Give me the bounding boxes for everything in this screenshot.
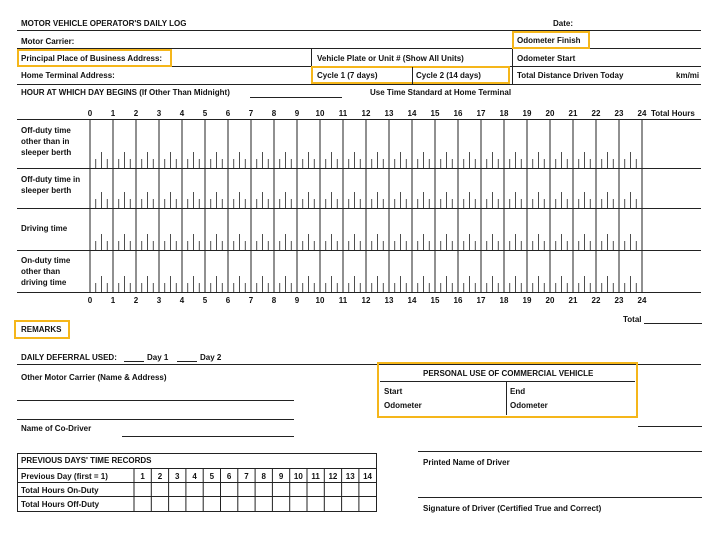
vehicle-plate-field[interactable]: Vehicle Plate or Unit # (Show All Units) (317, 54, 464, 63)
bottom-hour-21: 21 (568, 296, 578, 305)
bottom-hour-12: 12 (361, 296, 371, 305)
prev-day-number: 1 (140, 472, 145, 481)
co-driver-label: Name of Co-Driver (21, 424, 92, 433)
prev-day-number: 10 (293, 472, 303, 481)
day-begins-label: HOUR AT WHICH DAY BEGINS (If Other Than Midnight) (21, 88, 230, 97)
prev-day-number: 7 (244, 472, 249, 481)
top-hour-17: 17 (476, 109, 486, 118)
row-label-line: Off-duty time in (21, 175, 81, 184)
top-hour-3: 3 (156, 109, 162, 118)
bottom-hour-17: 17 (476, 296, 486, 305)
row-label-line: Off-duty time (21, 126, 71, 135)
top-hour-4: 4 (179, 109, 185, 118)
bottom-hour-14: 14 (407, 296, 417, 305)
prev-row-previous-day: Previous Day (first = 1) (21, 472, 108, 481)
bottom-hour-3: 3 (156, 296, 162, 305)
top-hour-5: 5 (202, 109, 208, 118)
day1-label: Day 1 (147, 353, 169, 362)
bottom-hour-24: 24 (637, 296, 647, 305)
row-label-line: driving time (21, 278, 67, 287)
row-label-line: sleeper berth (21, 186, 72, 195)
distance-unit: km/mi (676, 71, 700, 80)
bottom-hour-1: 1 (110, 296, 116, 305)
prev-day-number: 9 (278, 472, 284, 481)
top-hour-22: 22 (591, 109, 601, 118)
top-hour-8: 8 (271, 109, 277, 118)
top-hour-2: 2 (133, 109, 139, 118)
bottom-hour-22: 22 (591, 296, 601, 305)
principal-place-field[interactable]: Principal Place of Business Address: (21, 54, 163, 63)
bottom-hour-18: 18 (499, 296, 509, 305)
bottom-hour-9: 9 (294, 296, 300, 305)
bottom-hour-4: 4 (179, 296, 185, 305)
date-label[interactable]: Date: (553, 19, 574, 28)
top-hour-1: 1 (110, 109, 116, 118)
prev-day-number: 2 (157, 472, 163, 481)
printed-name-label: Printed Name of Driver (423, 458, 510, 467)
prev-row-off-duty: Total Hours Off-Duty (21, 500, 100, 509)
personal-use-start-odometer[interactable]: Odometer (384, 401, 422, 410)
time-standard-label: Use Time Standard at Home Terminal (370, 88, 512, 97)
total-distance-field[interactable]: Total Distance Driven Today (517, 71, 624, 80)
top-hour-0: 0 (87, 109, 93, 118)
odometer-finish-field[interactable]: Odometer Finish (517, 36, 581, 45)
bottom-hour-16: 16 (453, 296, 463, 305)
personal-use-end-odometer[interactable]: Odometer (510, 401, 548, 410)
bottom-hour-5: 5 (202, 296, 208, 305)
prev-day-number: 11 (311, 472, 320, 481)
prev-records-title: PREVIOUS DAYS' TIME RECORDS (21, 456, 152, 465)
bottom-hour-10: 10 (315, 296, 325, 305)
signature-top-rule (418, 451, 702, 452)
top-hour-20: 20 (545, 109, 555, 118)
odometer-start-field[interactable]: Odometer Start (517, 54, 576, 63)
prev-day-number: 14 (363, 472, 372, 481)
bottom-hour-20: 20 (545, 296, 555, 305)
prev-day-number: 12 (328, 472, 338, 481)
prev-day-number: 4 (192, 472, 197, 481)
other-carrier-label: Other Motor Carrier (Name & Address) (21, 373, 167, 382)
top-hour-21: 21 (568, 109, 578, 118)
top-hour-13: 13 (384, 109, 394, 118)
bottom-hour-8: 8 (271, 296, 277, 305)
row-label-line: sleeper berth (21, 148, 72, 157)
personal-use-end[interactable]: End (510, 387, 526, 396)
cycle1-field[interactable]: Cycle 1 (7 days) (317, 71, 378, 80)
prev-day-number: 13 (345, 472, 355, 481)
top-hour-15: 15 (430, 109, 440, 118)
top-hour-12: 12 (361, 109, 371, 118)
form-title: MOTOR VEHICLE OPERATOR'S DAILY LOG (21, 19, 187, 28)
prev-day-number: 6 (226, 472, 232, 481)
cycle2-field[interactable]: Cycle 2 (14 days) (416, 71, 481, 80)
row-label-line: On-duty time (21, 256, 71, 265)
bottom-hour-13: 13 (384, 296, 394, 305)
top-hour-7: 7 (248, 109, 254, 118)
total-hours-header: Total Hours (651, 109, 695, 118)
remarks-label: REMARKS (21, 325, 62, 334)
home-terminal-field[interactable]: Home Terminal Address: (21, 71, 115, 80)
row-label-line: Driving time (21, 224, 68, 233)
prev-day-number: 5 (209, 472, 215, 481)
printed-name-input[interactable] (418, 497, 702, 498)
prev-row-on-duty: Total Hours On-Duty (21, 486, 99, 495)
top-hour-10: 10 (315, 109, 325, 118)
top-hour-19: 19 (522, 109, 532, 118)
bottom-hour-0: 0 (87, 296, 93, 305)
top-hour-9: 9 (294, 109, 300, 118)
row-label-line: other than (21, 267, 61, 276)
personal-use-title: PERSONAL USE OF COMMERCIAL VEHICLE (423, 369, 594, 378)
top-hour-18: 18 (499, 109, 509, 118)
bottom-hour-7: 7 (248, 296, 254, 305)
row-label-line: other than in (21, 137, 70, 146)
bottom-hour-2: 2 (133, 296, 139, 305)
prev-day-number: 8 (261, 472, 266, 481)
prev-day-number: 3 (175, 472, 180, 481)
bottom-hour-6: 6 (225, 296, 231, 305)
bottom-hour-11: 11 (338, 296, 348, 305)
bottom-hour-23: 23 (614, 296, 624, 305)
personal-use-start[interactable]: Start (384, 387, 403, 396)
bottom-hour-19: 19 (522, 296, 532, 305)
motor-carrier-field[interactable]: Motor Carrier: (21, 37, 75, 46)
top-hour-24: 24 (637, 109, 647, 118)
grid-total-label: Total (623, 315, 642, 324)
bottom-hour-15: 15 (430, 296, 440, 305)
top-hour-16: 16 (453, 109, 463, 118)
top-hour-6: 6 (225, 109, 231, 118)
top-hour-23: 23 (614, 109, 624, 118)
signature-label: Signature of Driver (Certified True and Correct) (423, 504, 602, 513)
day2-label: Day 2 (200, 353, 222, 362)
deferral-label: DAILY DEFERRAL USED: (21, 353, 117, 362)
top-hour-14: 14 (407, 109, 417, 118)
top-hour-11: 11 (338, 109, 348, 118)
